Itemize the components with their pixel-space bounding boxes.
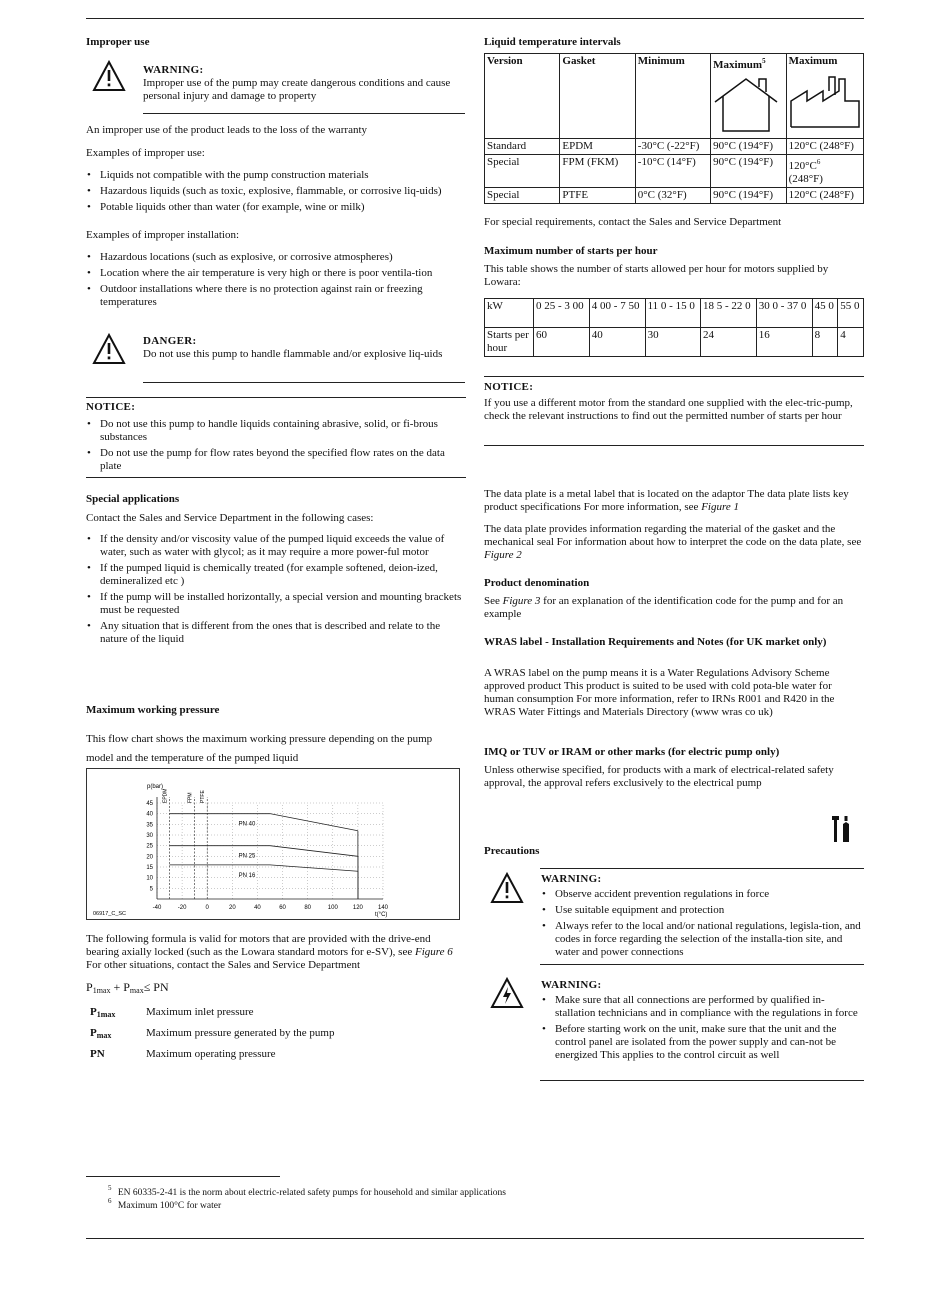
- y-axis-label: p(bar): [147, 784, 164, 790]
- table-cell: 120°C (248°F): [786, 139, 863, 155]
- x-tick-label: -20: [177, 905, 187, 911]
- x-tick-label: -40: [152, 905, 162, 911]
- table-cell: 0 25 - 3 00: [534, 299, 590, 328]
- y-tick-label: 15: [146, 865, 153, 871]
- top-rule: [86, 18, 864, 19]
- header-text: Maximum: [788, 55, 838, 67]
- starts-table: [484, 298, 864, 357]
- definition-desc: Maximum inlet pressure: [146, 1006, 254, 1018]
- starts-notice-rule-bottom: [484, 445, 864, 446]
- warning-title: WARNING:: [541, 979, 602, 991]
- starts-notice-text: If you use a different motor from the standard one supplied with the elec-tric-pump, check the relevant instructions to find out the permitted number of starts per hour: [484, 397, 853, 422]
- list-item: • If the density and/or viscosity value of the pumped liquid exceeds the value of water, such as water with glycol; as it may require a more power-ful motor: [86, 533, 462, 559]
- footnote-number: 6: [108, 1197, 112, 1205]
- table-cell: Standard: [485, 139, 560, 155]
- factory-icon: [789, 71, 861, 133]
- warning-triangle-icon: [490, 872, 524, 908]
- table-cell: 40: [589, 328, 645, 357]
- dataplate-p1-text: The data plate is a metal label that is located on the adaptor The data plate lists key product specifications For more information, see: [484, 488, 849, 513]
- x-tick-label: 60: [279, 905, 286, 911]
- precautions-warning-2: [541, 979, 864, 1065]
- formula-rest: ≤ PN: [143, 980, 169, 994]
- formula-definitions: [90, 1006, 460, 1069]
- table-cell: -30°C (-22°F): [635, 139, 710, 155]
- precautions-warning-1: [541, 873, 864, 962]
- warning-title: WARNING:: [541, 873, 602, 885]
- table-cell: Starts per hour: [485, 328, 534, 357]
- table-cell: 60: [534, 328, 590, 357]
- y-tick-label: 20: [146, 854, 153, 861]
- denomination-text: [484, 595, 864, 621]
- notice-list: [86, 418, 456, 476]
- x-tick-label: 80: [304, 905, 312, 911]
- tools-icon: [832, 814, 852, 848]
- examples-use-label: Examples of improper use:: [86, 147, 205, 159]
- footnote-6: [108, 1195, 808, 1212]
- table-cell: 90°C (194°F): [711, 139, 786, 155]
- footnote-text: EN 60335-2-41 is the norm about electric-related safety pumps for household and similar applications: [117, 1188, 506, 1198]
- table-row: [485, 299, 864, 328]
- y-tick-label: 45: [146, 801, 153, 807]
- list-item: • Do not use the pump for flow rates beyond the specified flow rates on the data plate: [86, 447, 456, 473]
- table-row: [485, 328, 864, 357]
- table-row: [485, 155, 864, 188]
- x-tick-label: 0: [205, 905, 209, 911]
- max-starts-heading: Maximum number of starts per hour: [484, 245, 658, 257]
- liquid-temp-table: [484, 53, 864, 204]
- figure-2-link[interactable]: Figure 2: [484, 549, 522, 561]
- x-tick-label: 100: [327, 905, 338, 911]
- improper-use-heading: Improper use: [86, 36, 150, 48]
- list-item: • Hazardous locations (such as explosive, or corrosive atmospheres): [86, 251, 466, 264]
- table-cell: -10°C (14°F): [635, 155, 710, 188]
- table-cell: 90°C (194°F): [711, 155, 786, 188]
- list-item: • Liquids not compatible with the pump construction materials: [86, 169, 466, 182]
- list-item: • Do not use this pump to handle liquids containing abrasive, solid, or fi-brous substances: [86, 418, 456, 444]
- max-pressure-heading: Maximum working pressure: [86, 704, 220, 716]
- precautions-warning1-rule-top: [540, 868, 864, 869]
- definition-term: $P_{1max}$: [90, 1006, 116, 1019]
- figure-1-link[interactable]: Figure 1: [701, 501, 739, 513]
- series-line: [170, 865, 358, 871]
- definition-term: $P_{max}$: [90, 1027, 112, 1040]
- y-tick-label: 5: [149, 886, 153, 893]
- danger-rule: [143, 382, 465, 383]
- col-maximum-household: [711, 54, 786, 139]
- warning-rule: [143, 113, 465, 114]
- pressure-intro: This flow chart shows the maximum working pressure depending on the pump model and the temperature of the pumped liquid: [86, 733, 433, 764]
- warning-list: [541, 994, 864, 1062]
- table-cell: [786, 155, 863, 188]
- special-applications-heading: Special applications: [86, 493, 180, 505]
- table-cell: 30: [645, 328, 700, 357]
- improper-use-warning: [143, 64, 465, 103]
- danger-triangle-icon: [92, 333, 126, 369]
- list-item: • Make sure that all connections are performed by qualified in-stallation technicians and in compliance with the regulations in force: [541, 994, 864, 1020]
- table-cell: 16: [756, 328, 812, 357]
- special-list: [86, 533, 462, 649]
- table-cell: 0°C (32°F): [635, 188, 710, 204]
- definition-row: [90, 1048, 460, 1069]
- table-cell: Special: [485, 155, 560, 188]
- precautions-heading: Precautions: [484, 845, 540, 857]
- table-cell: 4 00 - 7 50: [589, 299, 645, 328]
- denomination-post: for an explanation of the identification code for the pump and for an example: [484, 595, 844, 620]
- table-cell: PTFE: [560, 188, 635, 204]
- table-cell: kW: [485, 299, 534, 328]
- material-marker-label: EPDM: [162, 788, 169, 803]
- figure-6-link[interactable]: Figure 6: [414, 946, 453, 958]
- table-cell: 30 0 - 37 0: [756, 299, 812, 328]
- list-item: • Use suitable equipment and protection: [541, 904, 864, 917]
- series-label: PN 25: [238, 853, 256, 860]
- col-maximum-industrial: [786, 54, 863, 139]
- y-tick-label: 35: [146, 822, 153, 829]
- footnote-ref: 6: [816, 158, 821, 166]
- definition-desc: Maximum pressure generated by the pump: [146, 1027, 335, 1039]
- table-cell: 55 0: [838, 299, 864, 328]
- series-line: [170, 846, 358, 857]
- warning-list: [541, 888, 864, 959]
- table-cell: 90°C (194°F): [711, 188, 786, 204]
- product-denomination-heading: Product denomination: [484, 577, 590, 589]
- table-cell: 8: [812, 328, 838, 357]
- warning-triangle-icon: [92, 60, 126, 96]
- warning-text: Improper use of the pump may create dangerous conditions and cause personal injury and damage to property: [143, 77, 451, 102]
- table-cell: 11 0 - 15 0: [645, 299, 700, 328]
- dataplate-p2: [484, 523, 864, 562]
- pressure-chart-svg: [87, 769, 459, 919]
- precautions-warning1-rule-bottom: [540, 964, 864, 965]
- formula-intro-tail: For other situations, contact the Sales and Service Department: [86, 959, 361, 971]
- series-label: PN 40: [238, 821, 256, 828]
- footnote-number: 5: [108, 1184, 112, 1192]
- list-item: • Any situation that is different from the ones that is described and relate to the nature of the liquid: [86, 620, 462, 646]
- formula-p1: P: [86, 980, 93, 994]
- starts-intro: This table shows the number of starts allowed per hour for motors supplied by Lowara:: [484, 263, 829, 288]
- series-label: PN 16: [238, 872, 256, 879]
- precautions-warning2-rule-bottom: [540, 1080, 864, 1081]
- x-tick-label: 140: [377, 905, 389, 911]
- list-item: • Observe accident prevention regulations in force: [541, 888, 864, 901]
- list-item: • If the pumped liquid is chemically treated (for example softened, deion-ized, demineralized etc ): [86, 562, 462, 588]
- y-tick-label: 25: [146, 843, 153, 850]
- wras-heading: WRAS label - Installation Requirements and Notes (for UK market only): [484, 636, 827, 648]
- formula-pmax-sub: max: [129, 986, 144, 995]
- list-item: • Hazardous liquids (such as toxic, explosive, flammable, or corrosive liq-uids): [86, 185, 466, 198]
- col-version: Version: [485, 54, 560, 139]
- formula: [86, 981, 169, 997]
- starts-notice-rule-top: [484, 376, 864, 377]
- definition-row: [90, 1006, 460, 1027]
- list-item: • Outdoor installations where there is no protection against rain or freezing temperatures: [86, 283, 466, 309]
- y-tick-label: 40: [146, 811, 153, 818]
- table-cell: 120°C (248°F): [786, 188, 863, 204]
- wras-text: A WRAS label on the pump means it is a Water Regulations Advisory Scheme approved product This product is suited to be used with cold pota-ble water for human consumption For more information, refer to IRNs R001 and R420 in the WRAS Water Fittings and Materials Directory (www wras co uk): [484, 667, 835, 718]
- special-requirements-note: For special requirements, contact the Sales and Service Department: [484, 216, 782, 228]
- bottom-rule: [86, 1238, 864, 1239]
- table-cell: 4: [838, 328, 864, 357]
- improper-install-list: [86, 251, 466, 312]
- footnote-rule: [86, 1176, 280, 1177]
- col-gasket: Gasket: [560, 54, 635, 139]
- x-tick-label: 120: [352, 905, 363, 911]
- table-cell: 18 5 - 22 0: [700, 299, 756, 328]
- list-item: • If the pump will be installed horizontally, a special version and mounting brackets must be requested: [86, 591, 462, 617]
- footnote-text: Maximum 100°C for water: [117, 1201, 222, 1211]
- imq-text: Unless otherwise specified, for products with a mark of electrical-related safety approval, the approval refers exclusively to the electrical pump: [484, 764, 834, 789]
- improper-use-list: [86, 169, 466, 217]
- table-cell: FPM (FKM): [560, 155, 635, 188]
- examples-install-label: Examples of improper installation:: [86, 229, 240, 241]
- x-tick-label: 20: [228, 905, 236, 911]
- danger-title: DANGER:: [143, 335, 197, 347]
- imq-heading: IMQ or TUV or IRAM or other marks (for electric pump only): [484, 746, 780, 758]
- table-header-row: [485, 54, 864, 139]
- dataplate-p2-text: The data plate provides information regarding the material of the gasket and the mechanical seal For information about how to interpret the code on the data plate, see: [484, 523, 862, 548]
- danger-box: [143, 335, 465, 361]
- house-icon: [713, 75, 783, 137]
- liquid-temp-heading: Liquid temperature intervals: [484, 36, 621, 48]
- definition-desc: Maximum operating pressure: [146, 1048, 276, 1060]
- x-axis-label: t(°C): [375, 912, 388, 918]
- figure-3-link[interactable]: Figure 3: [502, 595, 541, 607]
- y-tick-label: 10: [146, 875, 153, 882]
- material-marker-label: PTFE: [200, 790, 207, 803]
- table-cell: EPDM: [560, 139, 635, 155]
- table-cell: 45 0: [812, 299, 838, 328]
- y-tick-label: 30: [146, 833, 153, 839]
- cell-text: $120^\circ C^6$ (248°F): [788, 158, 823, 185]
- definition-row: [90, 1027, 460, 1048]
- dataplate-p1: [484, 488, 864, 514]
- notice-rule-top: [86, 397, 466, 398]
- header-text: Maximum: [713, 59, 763, 71]
- starts-notice-title: NOTICE:: [484, 381, 534, 393]
- material-marker-label: FPM: [187, 792, 194, 803]
- special-intro: Contact the Sales and Service Department in the following cases:: [86, 512, 374, 524]
- notice-rule-bottom: [86, 477, 466, 478]
- electrical-hazard-icon: [490, 977, 524, 1013]
- table-row: [485, 188, 864, 204]
- formula-intro-text: The following formula is valid for motors that are provided with the drive-end bearing axially locked (such as the Lowara standard motors for e-SV), see: [86, 933, 431, 958]
- col-minimum: Minimum: [635, 54, 710, 139]
- x-tick-label: 40: [254, 905, 261, 911]
- table-cell: 24: [700, 328, 756, 357]
- pressure-chart: [86, 768, 460, 920]
- list-item: • Potable liquids other than water (for example, wine or milk): [86, 201, 466, 214]
- danger-text: Do not use this pump to handle flammable and/or explosive liq-uids: [143, 348, 443, 360]
- warning-title: WARNING:: [143, 64, 204, 76]
- list-item: • Always refer to the local and/or national regulations, legisla-tion, and codes in force regarding the selection of the installa-tion site, and water and power connections: [541, 920, 864, 959]
- formula-intro: [86, 933, 462, 972]
- warranty-text: An improper use of the product leads to the loss of the warranty: [86, 124, 368, 136]
- definition-term: PN: [90, 1048, 105, 1060]
- chart-code: 06917_C_SC: [93, 911, 127, 917]
- series-line: [170, 814, 358, 831]
- denomination-pre: See: [484, 595, 503, 607]
- header-sup: 5: [762, 57, 766, 65]
- table-cell: Special: [485, 188, 560, 204]
- list-item: • Before starting work on the unit, make sure that the unit and the control panel are isolated from the power supply and can-not be energized This applies to the control circuit as well: [541, 1023, 864, 1062]
- formula-plus: + P: [110, 980, 130, 994]
- notice-title: NOTICE:: [86, 401, 136, 413]
- table-row: [485, 139, 864, 155]
- formula-p1-sub: 1max: [92, 986, 111, 995]
- list-item: • Location where the air temperature is very high or there is poor ventila-tion: [86, 267, 466, 280]
